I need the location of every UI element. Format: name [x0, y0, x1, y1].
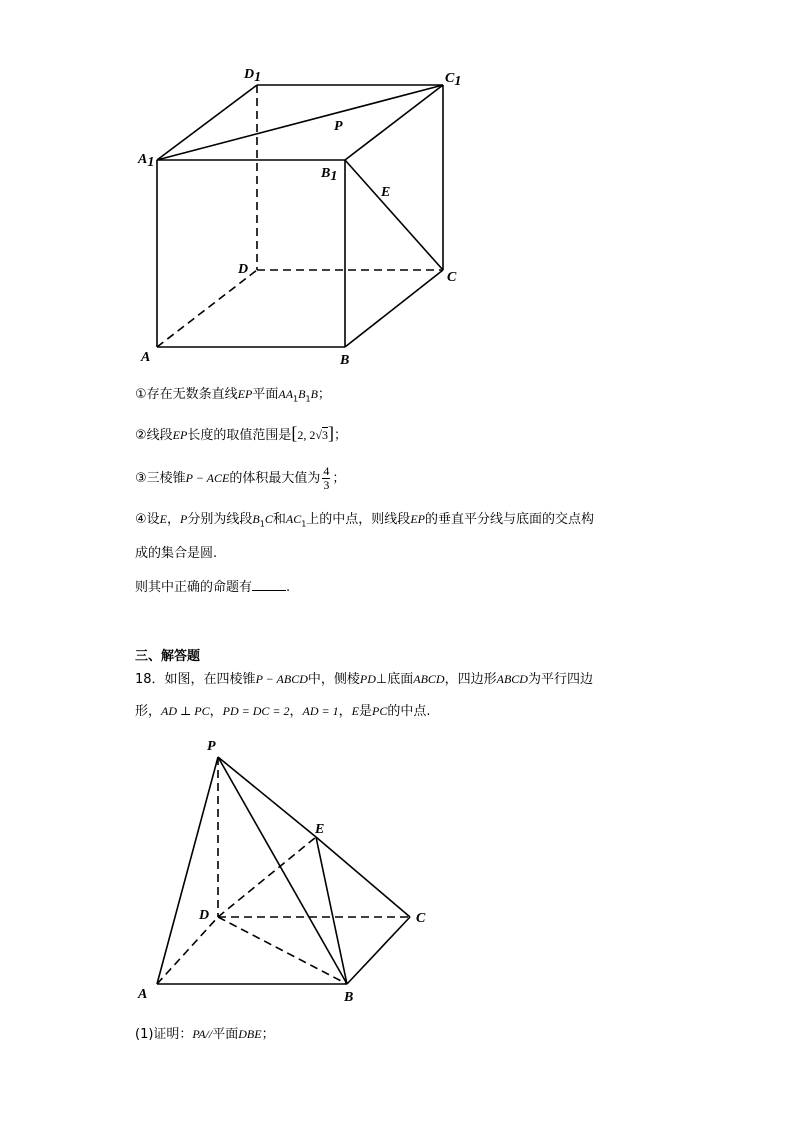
fraction-4-3: $\frac{4}{3}$ — [323, 464, 330, 492]
label-B1: B1 — [321, 166, 338, 184]
pyramid-figure — [0, 730, 794, 1020]
edge-A1-C1 — [157, 85, 443, 160]
part-1: (1)证明：PA//平面DBE； — [135, 1027, 275, 1042]
label-B: B — [344, 990, 354, 1005]
statement-1: ①存在无数条直线EP平面$AA_1B_1B$； — [135, 387, 331, 404]
label-D: D — [238, 262, 249, 277]
edge-B1-C — [345, 160, 443, 270]
edge-P-E — [218, 757, 316, 837]
label-C: C — [447, 270, 457, 285]
label-C: C — [416, 911, 426, 926]
label-P: P — [207, 739, 216, 754]
edge-B1-C1 — [345, 85, 443, 160]
question-line: 则其中正确的命题有 . — [135, 580, 291, 595]
statement-3: ③三棱锥P − ACE的体积最大值为 $\frac{4}{3}$ ； — [135, 464, 346, 492]
label-A: A — [141, 350, 151, 365]
label-B: B — [340, 353, 350, 368]
label-D: D — [199, 908, 210, 923]
label-C1: C1 — [445, 71, 462, 89]
answer-blank[interactable] — [252, 579, 286, 591]
edge-B-C — [345, 270, 443, 347]
label-E: E — [381, 185, 391, 200]
section-heading: 三、解答题 — [135, 649, 201, 664]
statement-4-line-1: ④设E，P分别为线段$B_1C$和$AC_1$上的中点，则线段EP的垂直平分线与底面的交点构 — [135, 512, 594, 529]
problem-18-line-1: 18．如图，在四棱锥P − ABCD中，侧棱PD⊥底面ABCD，四边形ABCD为平行四边 — [135, 672, 593, 687]
label-D1: D1 — [244, 67, 262, 85]
cube-figure — [0, 0, 794, 380]
edge-A1-D1 — [157, 85, 257, 160]
label-A1: A1 — [138, 152, 155, 170]
label-A: A — [138, 987, 148, 1002]
statement-2: ②线段EP长度的取值范围是[2, 2√3]； — [135, 423, 347, 443]
label-E: E — [315, 822, 325, 837]
label-P: P — [334, 119, 343, 134]
problem-18-line-2: 形，AD ⊥ PC，PD = DC = 2，AD = 1，E是PC的中点. — [135, 704, 431, 719]
edge-B-C — [347, 917, 410, 984]
edge-A-D — [157, 270, 257, 347]
statement-4-line-2: 成的集合是圆. — [135, 546, 218, 561]
